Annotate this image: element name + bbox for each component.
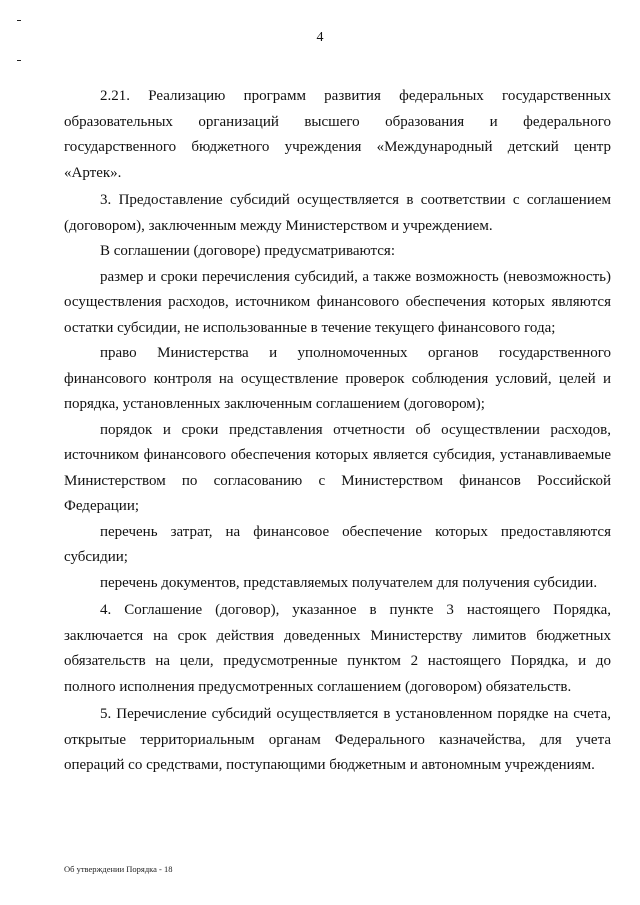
paragraph-documents-list: перечень документов, представляемых получателем для получения субсидии.: [100, 574, 598, 591]
paragraph-3: 3. Предоставление субсидий осуществляется в соответствии с соглашением (договором), заключенным между Министерством и учреждением.: [64, 192, 611, 234]
paragraph-2-21: 2.21. Реализацию программ развития федеральных государственных образовательных организаций высшего образования и федерального государственного бюджетного учреждения «Международный детский центр «Артек».: [64, 88, 611, 181]
scan-mark: [17, 60, 21, 61]
paragraph-agreement-intro: В соглашении (договоре) предусматриваются:: [100, 243, 395, 259]
page-number: 4: [316, 30, 324, 45]
footer-label: Об утверждении Порядка - 18: [64, 864, 173, 874]
paragraph-subsidy-terms: размер и сроки перечисления субсидий, а также возможность (невозможность) осуществления расходов, источником финансового обеспечения которых являются остатки субсидии, не использованные в течение текущего финансового года;: [64, 268, 611, 336]
document-body: [64, 84, 611, 779]
paragraph-reporting: порядок и сроки представления отчетности об осуществлении расходов, источником финансового обеспечения которых является субсидия, устанавливаемые Министерством по согласованию с Министерством финансов Российской Федерации;: [64, 421, 611, 514]
scan-mark: [17, 20, 21, 21]
paragraph-5: 5. Перечисление субсидий осуществляется в установленном порядке на счета, открытые территориальным органам Федерального казначейства, для учета операций со средствами, поступающими бюджетным и автономным учреждениям.: [64, 706, 611, 773]
paragraph-control-rights: право Министерства и уполномоченных органов государственного финансового контроля на осуществление проверок соблюдения условий, целей и порядка, установленных заключенным соглашением (договором);: [64, 345, 611, 412]
paragraph-cost-list: перечень затрат, на финансовое обеспечение которых предоставляются субсидии;: [64, 523, 611, 565]
paragraph-4: 4. Соглашение (договор), указанное в пункте 3 настоящего Порядка, заключается на срок действия доведенных Министерству лимитов бюджетных обязательств на цели, предусмотренные пунктом 2 настоящего Порядка, и до полного исполнения предусмотренных соглашением (договором) обязательств.: [64, 602, 611, 695]
